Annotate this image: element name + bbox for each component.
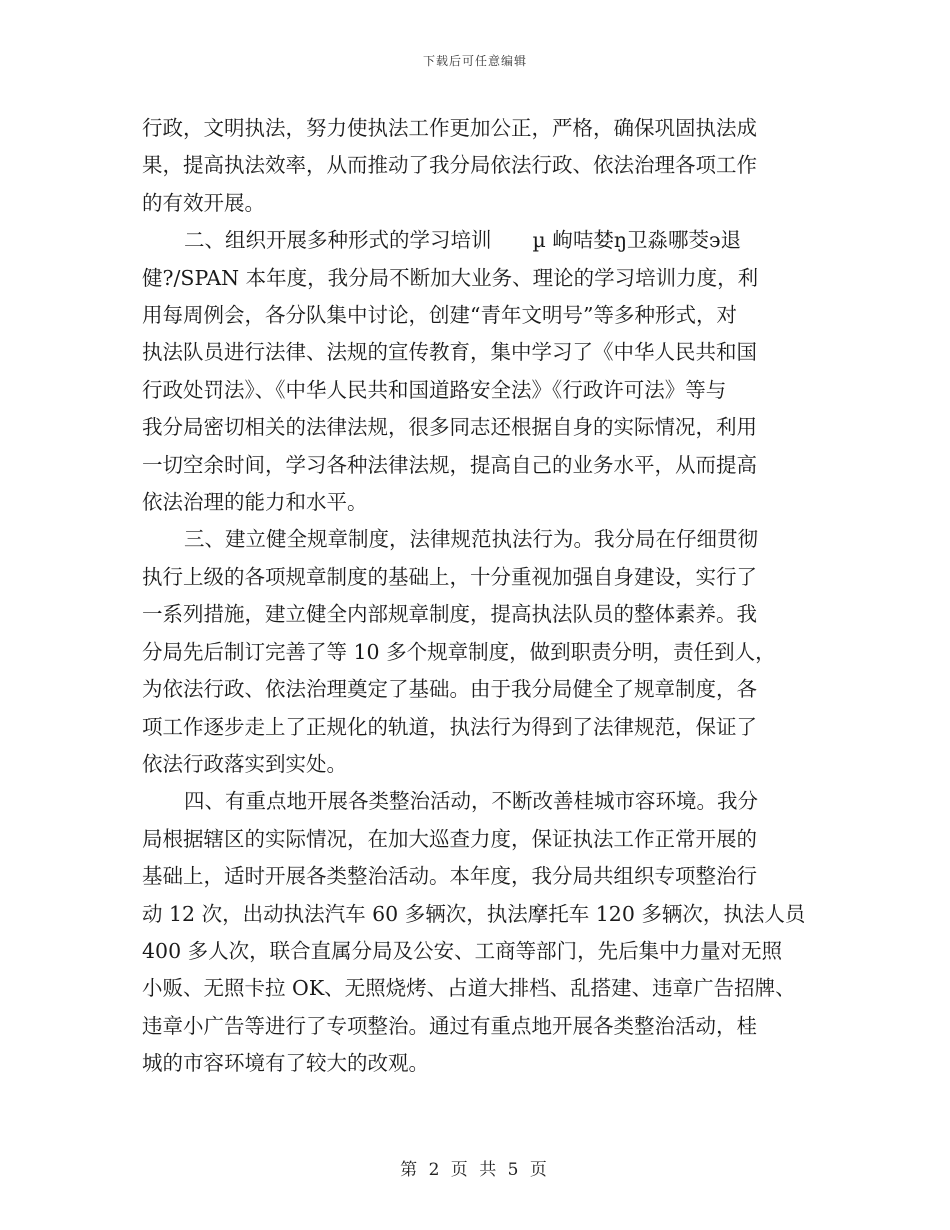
text-line: 局根据辖区的实际情况，在加大巡查力度，保证执法工作正常开展的 <box>142 826 757 851</box>
text-line: 分局先后制订完善了等 10 多个规章制度，做到职责分明，责任到人， <box>142 639 776 664</box>
text-line: 基础上，适时开展各类整治活动。本年度，我分局共组织专项整治行 <box>142 864 757 889</box>
text-line: 执法队员进行法律、法规的宣传教育，集中学习了《中华人民共和国 <box>142 340 757 365</box>
text-line: 我分局密切相关的法律法规，很多同志还根据自身的实际情况，利用 <box>142 415 757 440</box>
paragraph-4 <box>142 783 812 1082</box>
text-line: 一切空余时间，学习各种法律法规，提高自己的业务水平，从而提高 <box>142 452 757 477</box>
text-line: 一系列措施，建立健全内部规章制度，提高执法队员的整体素养。我 <box>142 602 757 627</box>
text-line: 果，提高执法效率，从而推动了我分局依法行政、依法治理各项工作 <box>142 153 757 178</box>
text-line: 项工作逐步走上了正规化的轨道，执法行为得到了法律规范，保证了 <box>142 714 757 739</box>
text-line: 行政处罚法》、《中华人民共和国道路安全法》《行政许可法》等与 <box>142 377 727 402</box>
text-line: 三、建立健全规章制度，法律规范执法行为。我分局在仔细贯彻 <box>184 527 758 552</box>
document-body <box>142 110 812 1083</box>
page-header: 下载后可任意编辑 <box>422 54 527 68</box>
text-line: 的有效开展。 <box>142 190 265 215</box>
page-number-footer: 第 2 页 共 5 页 <box>400 1160 550 1180</box>
text-line: 违章小广告等进行了专项整治。通过有重点地开展各类整治活动，桂 <box>142 1013 757 1038</box>
text-line: 四、有重点地开展各类整治活动，不断改善桂城市容环境。我分 <box>184 789 758 814</box>
text-line: 城的市容环境有了较大的改观。 <box>142 1051 429 1076</box>
text-line: 为依法行政、依法治理奠定了基础。由于我分局健全了规章制度，各 <box>142 677 757 702</box>
text-line: 依法治理的能力和水平。 <box>142 490 368 515</box>
paragraph-1 <box>142 110 812 222</box>
text-line: 执行上级的各项规章制度的基础上，十分重视加强自身建设，实行了 <box>142 564 757 589</box>
text-line: 依法行政落实到实处。 <box>142 751 347 776</box>
text-line: 健?/SPAN 本年度，我分局不断加大业务、理论的学习培训力度，利 <box>142 265 759 290</box>
paragraph-2 <box>142 222 812 521</box>
text-line: 用每周例会，各分队集中讨论，创建“青年文明号”等多种形式，对 <box>142 303 737 328</box>
text-line: 动 12 次，出动执法汽车 60 多辆次，执法摩托车 120 多辆次，执法人员 <box>142 901 806 926</box>
text-line: 小贩、无照卡拉 OK、无照烧烤、占道大排档、乱搭建、违章广告招牌、 <box>142 976 796 1001</box>
text-line: 行政，文明执法，努力使执法工作更加公正，严格，确保巩固执法成 <box>142 116 757 140</box>
paragraph-3 <box>142 521 812 783</box>
text-line: 400 多人次，联合直属分局及公安、工商等部门，先后集中力量对无照 <box>142 938 783 963</box>
text-line: 二、组织开展多种形式的学习培训 µ 岣咭婪ŋ卫淼哪茭϶退 <box>184 228 742 253</box>
